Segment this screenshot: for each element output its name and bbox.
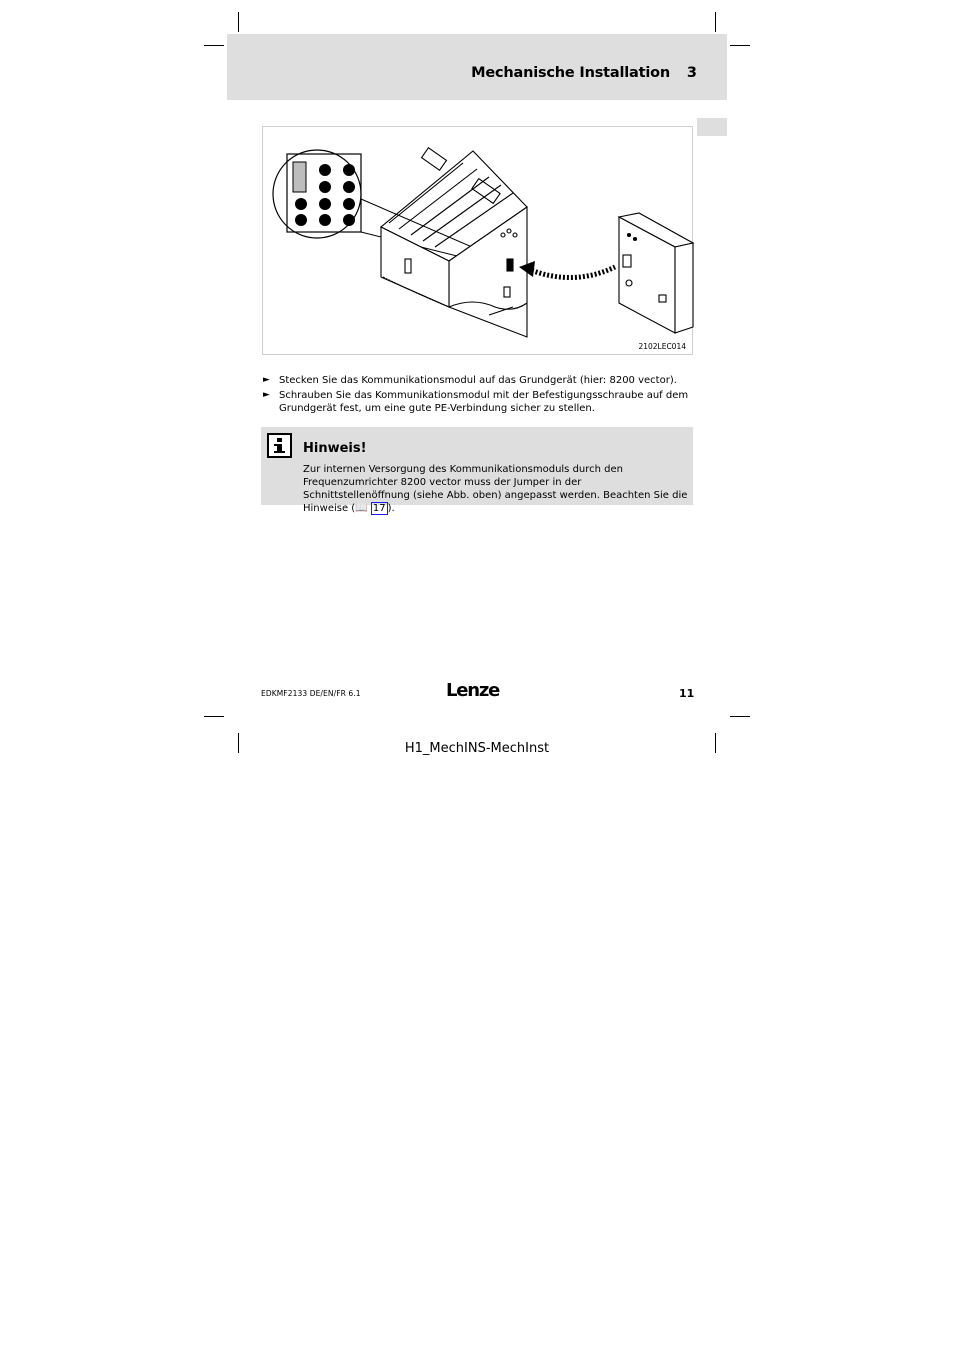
note-title: Hinweis! bbox=[303, 441, 367, 456]
instruction-list bbox=[262, 374, 692, 417]
file-label: H1_MechINS-MechInst bbox=[404, 741, 550, 756]
note-text bbox=[303, 463, 688, 515]
lenze-logo: Lenze bbox=[446, 680, 500, 701]
note-body-end: ). bbox=[387, 503, 395, 514]
chapter-tab bbox=[697, 118, 727, 136]
list-item bbox=[262, 389, 692, 415]
header-band bbox=[227, 34, 727, 100]
book-icon: 📖 bbox=[355, 503, 368, 514]
communication-module bbox=[619, 213, 693, 333]
bullet-arrow-icon: ► bbox=[263, 390, 270, 400]
bullet-arrow-icon: ► bbox=[263, 375, 270, 385]
note-box bbox=[261, 427, 693, 514]
installation-illustration bbox=[263, 127, 694, 356]
note-body: Zur internen Versorgung des Kommunikationsmoduls durch den Frequenzumrichter 8200 vector muss der Jumper in der Schnittstellenöffnung (siehe Abb. oben) angepasst werden. Beachten Sie die Hinweise ( bbox=[303, 464, 688, 514]
drive-unit bbox=[381, 148, 527, 337]
section-title: Mechanische Installation bbox=[471, 65, 670, 81]
crop-mark bbox=[204, 716, 224, 717]
insert-arrow bbox=[519, 261, 615, 278]
installation-figure bbox=[262, 126, 693, 355]
crop-mark bbox=[238, 12, 239, 32]
step-text: Stecken Sie das Kommunikationsmodul auf das Grundgerät (hier: 8200 vector). bbox=[279, 375, 677, 386]
document-id: EDKMF2133 DE/EN/FR 6.1 bbox=[261, 689, 361, 698]
figure-code: 2102LEC014 bbox=[638, 342, 686, 351]
info-icon bbox=[267, 433, 292, 458]
step-text: Schrauben Sie das Kommunikationsmodul mit der Befestigungsschraube auf dem Grundgerät fest, um eine gute PE-Verbindung sicher zu stellen. bbox=[279, 390, 689, 414]
crop-mark bbox=[715, 12, 716, 32]
chapter-number: 3 bbox=[686, 65, 697, 81]
crop-mark bbox=[204, 45, 224, 46]
list-item bbox=[262, 374, 692, 387]
page-number: 11 bbox=[679, 687, 695, 700]
crop-mark bbox=[730, 716, 750, 717]
crop-mark bbox=[730, 45, 750, 46]
page-reference-link[interactable]: 17 bbox=[372, 503, 386, 514]
